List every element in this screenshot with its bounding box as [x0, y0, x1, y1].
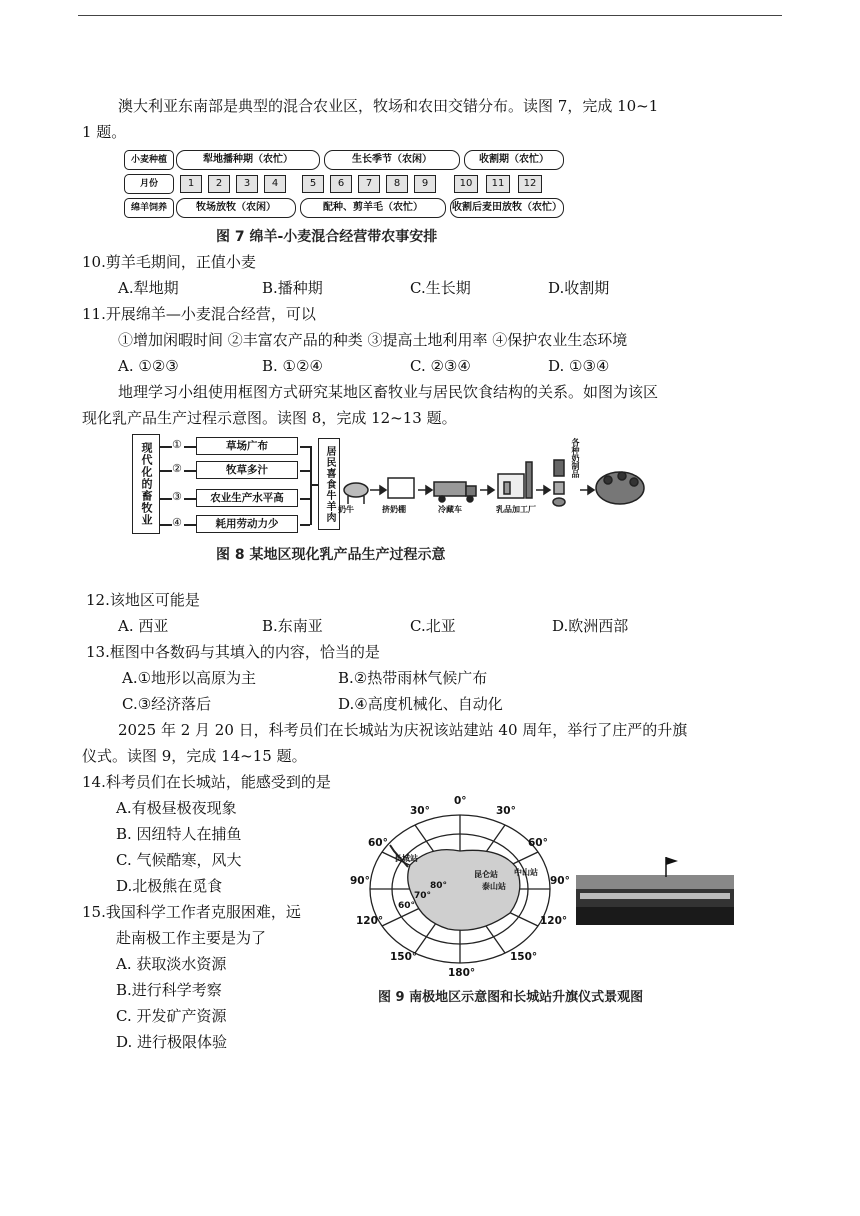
q11-option-d: D. ①③④ — [548, 357, 610, 375]
month-cell: 2 — [208, 175, 230, 193]
q12-option-a: A. 西亚 — [118, 617, 169, 635]
wheat-harvest-period: 收割期（农忙） — [464, 150, 564, 170]
item-pasture: 草场广布 — [196, 437, 298, 455]
month-cell: 6 — [330, 175, 352, 193]
arrow — [184, 470, 196, 472]
q13-option-d: D.④高度机械化、自动化 — [338, 695, 503, 713]
degree-label: 30° — [410, 805, 430, 817]
q15-option-c: C. 开发矿产资源 — [116, 1007, 227, 1025]
question-14-stem: 14.科考员们在长城站，能感受到的是 — [82, 773, 331, 791]
degree-label: 150° — [510, 951, 538, 963]
degree-label: 180° — [448, 967, 476, 979]
figure-7-caption: 图 7 绵羊-小麦混合经营带农事安排 — [216, 229, 438, 245]
connector — [300, 446, 310, 448]
item-forage: 牧草多汁 — [196, 461, 298, 479]
question-11-items: ①增加闲暇时间 ②丰富农产品的种类 ③提高土地利用率 ④保护农业生态环境 — [118, 331, 628, 349]
wheat-growing-season: 生长季节（农闲） — [324, 150, 460, 170]
q12-option-d: D.欧洲西部 — [552, 617, 629, 635]
question-10-stem: 10.剪羊毛期间，正值小麦 — [82, 253, 256, 271]
degree-label: 0° — [454, 795, 467, 807]
latitude-label: 80° — [430, 881, 448, 891]
question-12-stem: 12.该地区可能是 — [86, 591, 200, 609]
row-label-sheep: 绵羊饲养 — [124, 198, 174, 218]
number-1: ① — [172, 438, 182, 451]
q13-option-b: B.②热带雨林气候广布 — [338, 669, 488, 687]
q11-option-c: C. ②③④ — [410, 357, 471, 375]
arrow — [184, 524, 196, 526]
question-11-stem: 11.开展绵羊—小麦混合经营，可以 — [82, 305, 316, 323]
milking-shed-icon — [388, 478, 414, 498]
intro-text-3: 2025 年 2 月 20 日，科考员们在长城站为庆祝该站建站 40 周年，举行了庄严的升旗 — [118, 721, 688, 739]
degree-label: 60° — [528, 837, 548, 849]
figure-9-caption: 图 9 南极地区示意图和长城站升旗仪式景观图 — [378, 990, 644, 1005]
month-cell: 10 — [454, 175, 478, 193]
figure-9-antarctica — [350, 795, 750, 985]
month-cell: 12 — [518, 175, 542, 193]
q13-option-c: C.③经济落后 — [122, 695, 212, 713]
sheep-stubble-grazing: 收割后麦田放牧（农忙） — [450, 198, 564, 218]
q14-option-d: D.北极熊在觅食 — [116, 877, 223, 895]
month-cell: 7 — [358, 175, 380, 193]
connector — [300, 524, 310, 526]
station-great-wall: 长城站 — [394, 854, 418, 863]
q11-option-a: A. ①②③ — [118, 357, 179, 375]
q14-option-a: A.有极昼极夜现象 — [116, 799, 237, 817]
label-truck: 冷藏车 — [438, 505, 462, 514]
connector — [160, 470, 172, 472]
figure-8-caption: 图 8 某地区现化乳产品生产过程示意 — [216, 547, 446, 563]
connector — [300, 470, 310, 472]
degree-label: 120° — [356, 915, 384, 927]
number-2: ② — [172, 462, 182, 475]
sheep-pasture-grazing: 牧场放牧（农闲） — [176, 198, 296, 218]
month-cell: 11 — [486, 175, 510, 193]
q10-option-d: D.收割期 — [548, 279, 610, 297]
intro-text-1: 澳大利亚东南部是典型的混合农业区，牧场和农田交错分布。读图 7，完成 10~1 — [118, 97, 659, 115]
month-cell: 4 — [264, 175, 286, 193]
cow-icon — [344, 483, 368, 497]
q14-option-c: C. 气候酷寒，风大 — [116, 851, 242, 869]
question-15-stem: 15.我国科学工作者克服困难，远 — [82, 903, 301, 921]
connector — [300, 498, 310, 500]
sheep-breeding-shearing: 配种、剪羊毛（农忙） — [300, 198, 446, 218]
connector — [160, 446, 172, 448]
flag-raising-photo — [576, 857, 734, 925]
item-agri-level: 农业生产水平高 — [196, 489, 298, 507]
q10-option-a: A.犁地期 — [118, 279, 179, 297]
intro-text-1-cont: 1 题。 — [82, 123, 127, 141]
label-dairy-products: 各种奶制品 — [571, 438, 580, 478]
number-4: ④ — [172, 516, 182, 529]
intro-text-3-cont: 仪式。读图 9，完成 14~15 题。 — [82, 747, 307, 765]
intro-text-2-cont: 现化乳产品生产过程示意图。读图 8，完成 12~13 题。 — [82, 409, 457, 427]
wheat-plowing-period: 犁地播种期（农忙） — [176, 150, 320, 170]
label-factory: 乳品加工厂 — [496, 505, 536, 514]
q15-option-d: D. 进行极限体验 — [116, 1033, 228, 1051]
month-cell: 8 — [386, 175, 408, 193]
q10-option-b: B.播种期 — [262, 279, 323, 297]
latitude-label: 60° — [398, 901, 416, 911]
header-rule — [78, 15, 782, 16]
figure-8-dairy-process — [130, 432, 660, 538]
arrow — [184, 446, 196, 448]
flag-icon — [666, 857, 678, 865]
degree-label: 90° — [550, 875, 570, 887]
q10-option-c: C.生长期 — [410, 279, 471, 297]
arrow — [184, 498, 196, 500]
degree-label: 90° — [350, 875, 370, 887]
question-13-stem: 13.框图中各数码与其填入的内容，恰当的是 — [86, 643, 380, 661]
connector — [310, 446, 312, 525]
q12-option-c: C.北亚 — [410, 617, 456, 635]
figure-7-farm-schedule — [124, 150, 566, 220]
latitude-label: 70° — [414, 891, 432, 901]
q13-option-a: A.①地形以高原为主 — [122, 669, 257, 687]
intro-text-2: 地理学习小组使用框图方式研究某地区畜牧业与居民饮食结构的关系。如图为该区 — [118, 383, 659, 401]
label-cow: 奶牛 — [338, 505, 354, 514]
q15-option-b: B.进行科学考察 — [116, 981, 222, 999]
connector — [160, 524, 172, 526]
row-label-month: 月份 — [124, 174, 174, 194]
q15-option-a: A. 获取淡水资源 — [116, 955, 227, 973]
station-kunlun: 昆仑站 — [474, 870, 498, 879]
month-cell: 5 — [302, 175, 324, 193]
number-3: ③ — [172, 490, 182, 503]
refrigerated-truck-icon — [434, 482, 466, 496]
degree-label: 60° — [368, 837, 388, 849]
connector — [160, 498, 172, 500]
item-labor: 耗用劳动力少 — [196, 515, 298, 533]
station-taishan: 泰山站 — [482, 882, 506, 891]
month-cell: 1 — [180, 175, 202, 193]
degree-label: 30° — [496, 805, 516, 817]
q12-option-b: B.东南亚 — [262, 617, 323, 635]
connector — [310, 484, 318, 486]
row-label-wheat: 小麦种植 — [124, 150, 174, 170]
label-milking-shed: 挤奶棚 — [382, 505, 406, 514]
dairy-products-icon — [554, 460, 564, 476]
month-cell: 3 — [236, 175, 258, 193]
modern-livestock-box: 现代化的畜牧业 — [132, 434, 160, 534]
month-cell: 9 — [414, 175, 436, 193]
degree-label: 150° — [390, 951, 418, 963]
q11-option-b: B. ①②④ — [262, 357, 323, 375]
residents-diet-box: 居民喜食牛羊肉 — [318, 438, 340, 530]
station-zhongshan: 中山站 — [514, 868, 538, 877]
degree-label: 120° — [540, 915, 568, 927]
q14-option-b: B. 因纽特人在捕鱼 — [116, 825, 242, 843]
dairy-factory-icon — [498, 474, 524, 498]
question-15-stem-cont: 赴南极工作主要是为了 — [116, 929, 267, 947]
